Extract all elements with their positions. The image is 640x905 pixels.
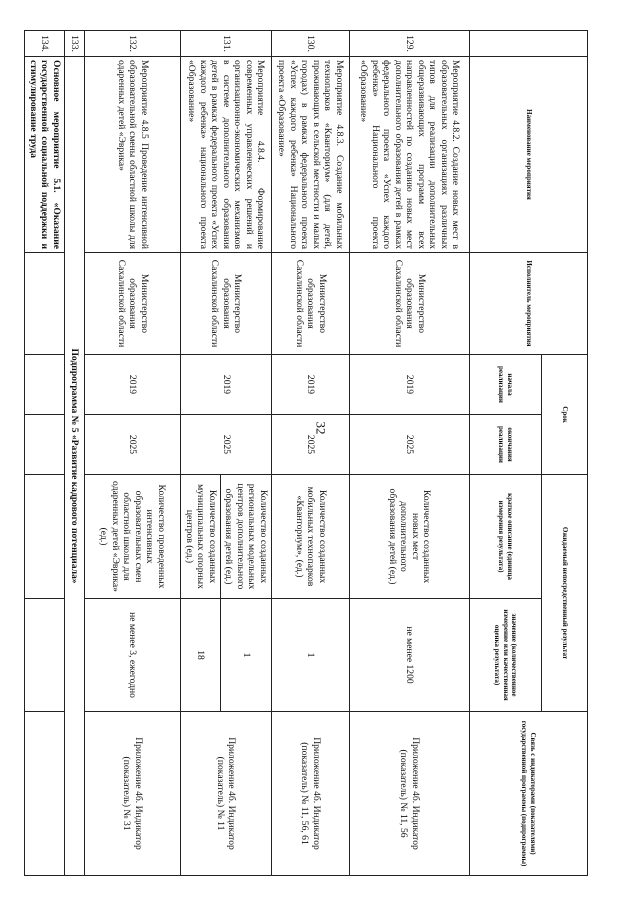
empty-cell [25, 355, 65, 415]
header-start: начала реализации [470, 355, 542, 415]
result-description-2: Количество созданных муниципальных опорных центров (ед.) [181, 475, 221, 599]
activity-name: Основное мероприятие 5.1. «Оказание государственной социальной поддержки и стимулирование труда [25, 57, 65, 253]
empty-cell [25, 475, 65, 599]
empty-cell [25, 253, 65, 355]
header-num [470, 31, 588, 57]
result-description: Количество проведенных интенсивных образовательных смен областной школы для одаренных детей «Эврика» (ед.) [85, 475, 181, 599]
row-number: 130. [272, 31, 350, 57]
start-year: 2019 [272, 355, 350, 415]
header-executor: Исполнитель мероприятия [470, 253, 588, 355]
start-year: 2019 [85, 355, 181, 415]
table-row-133 [65, 31, 85, 876]
result-value: 1 [221, 599, 272, 712]
result-value-2: 18 [181, 599, 221, 712]
header-end: окончания реализации [470, 415, 542, 475]
activity-name: Мероприятие 4.8.3. Создание мобильных технопарков «Кванториум» (для детей, проживающих в сельской местности и малых городах) в рамках федерального проекта «Успех каждого ребенка» Национального проекта «Образование» [272, 57, 350, 253]
page-number: 32 [313, 421, 329, 435]
empty-cell [25, 712, 65, 876]
result-description: Количество созданных новых мест дополнительного образования детей (ед.) [350, 475, 470, 599]
header-term: Срок [542, 355, 588, 475]
table-row-129 [350, 31, 470, 876]
executor: Министерство образования Сахалинской области [350, 253, 470, 355]
header-short-desc: краткое описание (единица измерения результата) [470, 475, 542, 599]
header-expected: Ожидаемый непосредственный результат [542, 475, 588, 712]
indicator-link: Приложение 4б. Индикатор (показатель) № 31 [85, 712, 181, 876]
empty-cell [25, 415, 65, 475]
empty-cell [25, 599, 65, 712]
result-description: Количество созданных региональных модельных центров дополнительного образования детей (ед.) [221, 475, 272, 599]
row-number: 129. [350, 31, 470, 57]
table-row-131 [221, 31, 272, 876]
header-link: Связь с индикаторами (показателями) государственной программы (подпрограммы) [470, 712, 588, 876]
activity-name: Мероприятие 4.8.4. Формирование современных управленческих решений и организационно-экономических механизмов в системе дополнительного образования детей в рамках федерального проекта «Успех каждого ребенка» национального проекта «Образование» [181, 57, 272, 253]
row-number: 134. [25, 31, 65, 57]
indicator-link: Приложение 4б. Индикатор (показатель) № 11, 56 [350, 712, 470, 876]
result-value: не менее 3, ежегодно [85, 599, 181, 712]
header-value: значение (количественное измерение или качественная оценка результата) [470, 599, 542, 712]
executor: Министерство образования Сахалинской области [272, 253, 350, 355]
end-year: 2025 [350, 415, 470, 475]
table-row-130 [272, 31, 350, 876]
end-year: 2025 [85, 415, 181, 475]
start-year: 2019 [350, 355, 470, 415]
header-row-1 [542, 31, 588, 876]
activity-name: Мероприятие 4.8.5 Проведение интенсивной образовательной смены областной школы для одаренных детей «Эврика» [85, 57, 181, 253]
result-value: 1 [272, 599, 350, 712]
row-number: 133. [65, 31, 85, 57]
table-row-134 [25, 31, 65, 876]
end-year: 2025 [272, 415, 350, 475]
subprogram-title: Подпрограмма № 5 «Развитие кадрового потенциала» [65, 57, 85, 876]
start-year: 2019 [181, 355, 272, 415]
indicator-link: Приложение 4б. Индикатор (показатель) № 11 [181, 712, 272, 876]
activity-name: Мероприятие 4.8.2. Создание новых мест в образовательных организациях различных типов для реализации дополнительных общеразвивающих программ всех направленностей по созданию новых мест дополнительного образования детей в рамках федерального проекта «Успех каждого ребенка» Национального проекта «Образование» [350, 57, 470, 253]
result-value: не менее 1200 [350, 599, 470, 712]
executor: Министерство образования Сахалинской области [85, 253, 181, 355]
result-description: Количество созданных мобильных технопарков «Кванториум», (ед.) [272, 475, 350, 599]
row-number: 132. [85, 31, 181, 57]
end-year: 2025 [181, 415, 272, 475]
rotated-table-container [28, 30, 588, 875]
activities-table [24, 30, 588, 876]
indicator-link: Приложение 4б. Индикатор (показатель) № 11, 56, 61 [272, 712, 350, 876]
header-name: Наименование мероприятия [470, 57, 588, 253]
executor: Министерство образования Сахалинской области [181, 253, 272, 355]
table-row-132 [85, 31, 181, 876]
row-number: 131. [181, 31, 272, 57]
